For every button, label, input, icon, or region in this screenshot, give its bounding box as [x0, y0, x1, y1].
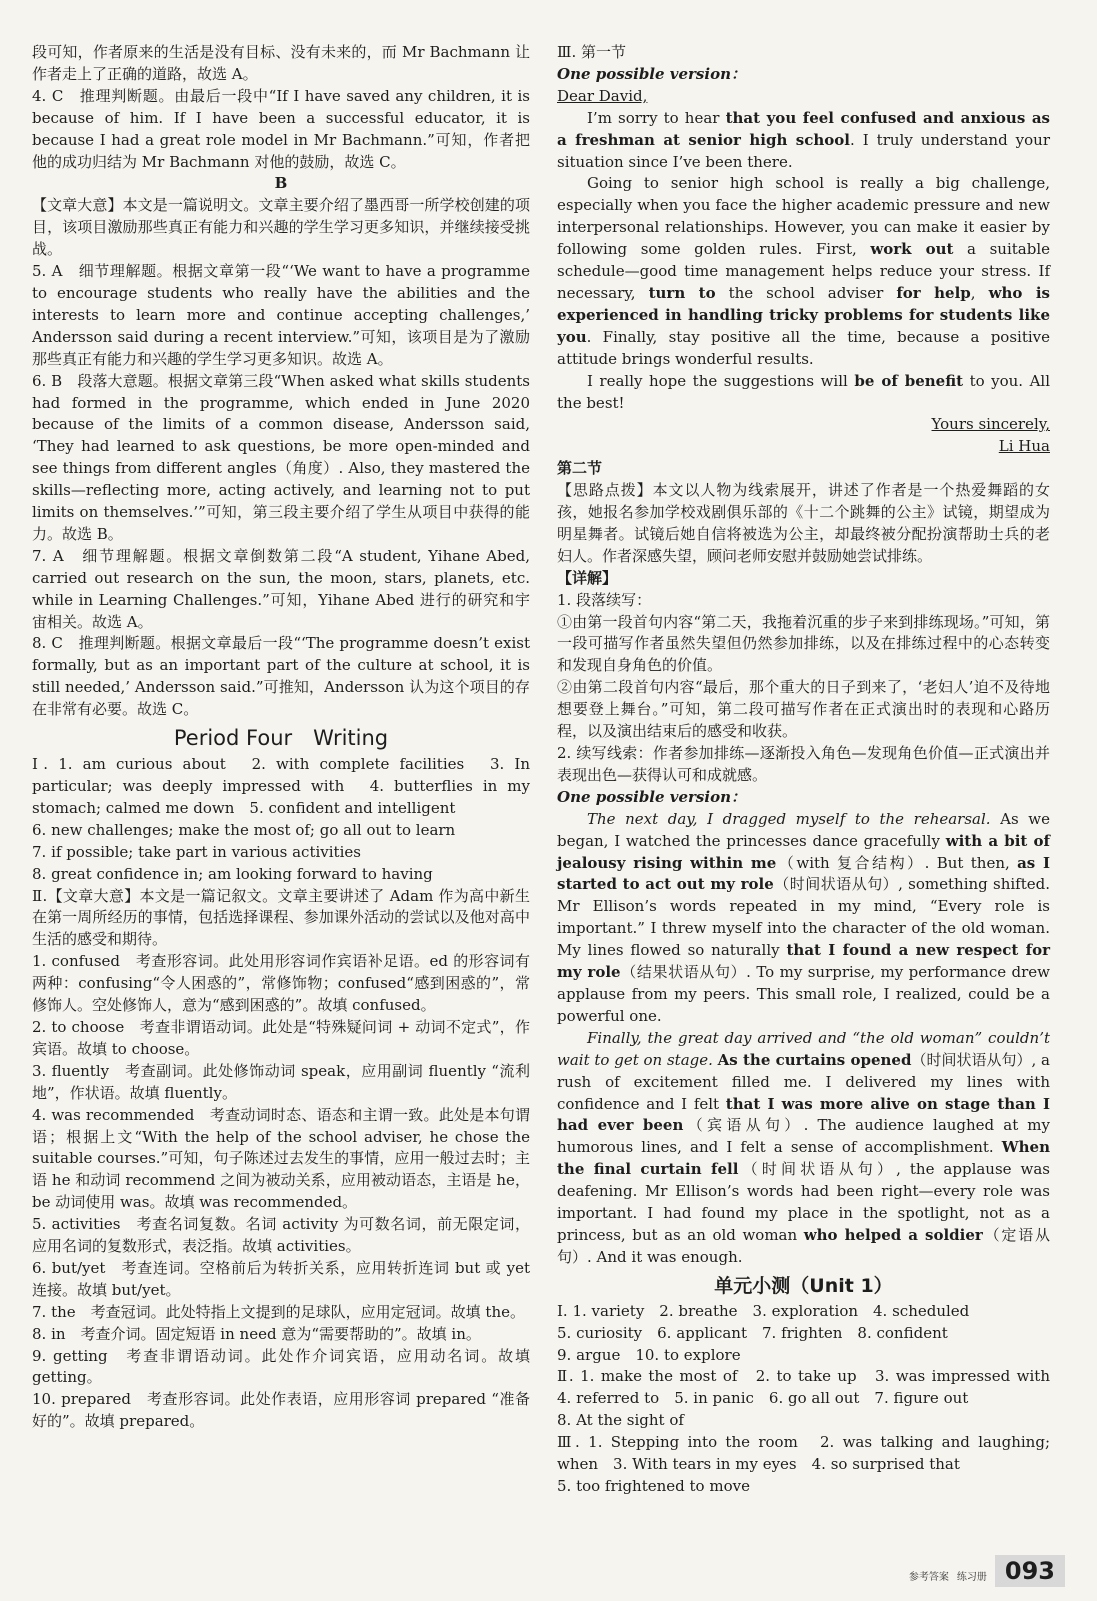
page-number: 093: [995, 1555, 1065, 1587]
detail-item-1: 1. 段落续写：: [557, 590, 652, 609]
grammar-answer-7: 7. the 考查冠词。此处特指上文提到的足球队，应用定冠词。故填 the。: [32, 1302, 525, 1321]
grammar-answer-4: 4. was recommended 考查动词时态、语态和主谓一致。此处是本句谓语；根据上文“With the help of the school adviser, he chose the suitable courses.”可知，句子陈述过去发生的事情，应用一般过去时；主语 he 和动词 recommend 之间为被动关系，应用被动语态，主语是 he，be 动词使用 was。故填 was recommended。: [32, 1105, 530, 1212]
unit-answer-1: Ⅰ. 1. variety 2. breathe 3. exploration 4. scheduled: [557, 1301, 970, 1320]
unit-answer-5: 8. At the sight of: [557, 1411, 684, 1430]
salutation-text: Dear David,: [557, 86, 648, 105]
writing-answer-8: 8. great confidence in; am looking forward to having: [32, 864, 433, 883]
period-title: Period Four Writing: [173, 726, 389, 751]
summary-b: 【文章大意】本文是一篇说明文。文章主要介绍了墨西哥一所学校创建的项目，该项目激励那些真正有能力和兴趣的学生学习更多知识，并继续接受挑战。: [32, 196, 530, 259]
answer-item-6: 6. B 段落大意题。根据文章第三段“When asked what skills students had formed in the programme, which ended in June 2020 because of the limits of a common disease, Andersson said, ‘They had learned to ask questions, be more open-minded and see things from different angles（角度）. Also, they mastered the skills—reflecting more, acting actively, and learning not to put limits on themselves.’”可知，第三段主要介绍了学生从项目中获得的能力。故选 B。: [32, 371, 530, 543]
answer-item-8: 8. C 推理判断题。根据文章最后一段“‘The programme doesn’t exist formally, but as an important part of the culture at school, it is still needed,’ Andersson said.”可推知，Andersson 认为这个项目的存在非常有必要。故选 C。: [32, 634, 530, 719]
detail-item-2: ①由第一段首句内容“第二天，我拖着沉重的步子来到排练现场。”可知，第一段可描写作者虽然失望但仍然参加排练，以及在排练过程中的心态转变和发现自身角色的价值。: [557, 612, 1050, 675]
unit-answer-7: 5. too frightened to move: [557, 1477, 750, 1495]
writing-answer-6: 6. new challenges; make the most of; go all out to learn: [32, 820, 456, 839]
letter-paragraph-1: I’m sorry to hear that you feel confused and anxious as a freshman at senior high school. I truly understand your situation since I’ve been there.: [557, 108, 1050, 171]
detail-heading: 【详解】: [557, 568, 618, 587]
answer-item-7: 7. A 细节理解题。根据文章倒数第二段“A student, Yihane Abed, carried out research on the sun, the moon, stars, planets, etc. while in Learning Challenges.”可知，Yihane Abed 进行的研究和宇宙相关。故选 A。: [32, 546, 530, 631]
letter-paragraph-3: I really hope the suggestions will be of benefit to you. All the best!: [557, 371, 1050, 412]
guide-paragraph: 【思路点拨】本文以人物为线索展开，讲述了作者是一个热爱舞蹈的女孩，她报名参加学校戏剧俱乐部的《十二个跳舞的公主》试镜，期望成为明星舞者。试镜后她自信将被选为公主，却最终被分配扮演帮助士兵的老妇人。作者深感失望，顾问老师安慰并鼓励她尝试排练。: [557, 481, 1050, 565]
letter-salutation: [557, 86, 1050, 108]
unit-test-title: 单元小测（Unit 1）: [714, 1274, 893, 1297]
section-iii-heading: Ⅲ. 第一节: [557, 43, 627, 61]
version-label-2: One possible version：: [557, 787, 746, 806]
grammar-answer-8: 8. in 考查介词。固定短语 in need 意为“需要帮助的”。故填 in。: [32, 1324, 481, 1343]
unit-answer-6: Ⅲ. 1. Stepping into the room 2. was talking and laughing; when 3. With tears in my eyes 4. so surprised that: [557, 1433, 1050, 1474]
grammar-answer-5: 5. activities 考查名词复数。名词 activity 为可数名词，前无限定词，应用名词的复数形式，表泛指。故填 activities。: [32, 1215, 530, 1256]
page-footer: [909, 1555, 1065, 1587]
story-paragraph-1: The next day, I dragged myself to the rehearsal. As we began, I watched the princesses dance gracefully with a bit of jealousy rising within me（with 复合结构）. But then, as I started to act out my role（时间状语从句）, something shifted. Mr Ellison’s words repeated in my mind, “Every role is important.” I threw myself into the character of the old woman. My lines flowed so naturally that I found a new respect for my role（结果状语从句）. To my surprise, my performance drew applause from my peers. This small role, I realized, could be a powerful one.: [557, 809, 1051, 1025]
writing-answer-1: Ⅰ. 1. am curious about 2. with complete facilities 3. In particular; was deeply impressed with 4. butterflies in my stomach; calmed me down 5. confident and intelligent: [32, 755, 530, 817]
section-2-heading: 第二节: [557, 459, 603, 478]
section-b-heading: B: [274, 174, 288, 193]
unit-answer-4: Ⅱ. 1. make the most of 2. to take up 3. was impressed with 4. referred to 5. in panic 6. go all out 7. figure out: [557, 1367, 1066, 1408]
letter-signature: Li Hua: [998, 437, 1050, 456]
grammar-answer-6: 6. but/yet 考查连词。空格前后为转折关系，应用转折连词 but 或 yet 连接。故填 but/yet。: [32, 1258, 530, 1299]
detail-item-4: 2. 续写线索：作者参加排练—逐渐投入角色—发现角色价值—正式演出并表现出色—获得认可和成就感。: [557, 744, 1050, 784]
grammar-answer-10: 10. prepared 考查形容词。此处作表语，应用形容词 prepared “准备好的”。故填 prepared。: [32, 1390, 530, 1431]
writing-answer-7: 7. if possible; take part in various activities: [32, 842, 361, 861]
story-paragraph-2: Finally, the great day arrived and “the old woman” couldn’t wait to get on stage. As the curtains opened（时间状语从句）, a rush of excitement filled me. I delivered my lines with confidence and I felt that I was more alive on stage than I had ever been（宾语从句）. The audience laughed at my humorous lines, and I felt a sense of accomplishment. When the final curtain fell（时间状语从句）, the applause was deafening. Mr Ellison’s words had been right—every role was important. I had found my place in the spotlight, not as a princess, but as an old woman who helped a soldier（定语从句）. And it was enough.: [557, 1028, 1051, 1266]
detail-item-3: ②由第二段首句内容“最后，那个重大的日子到来了，‘老妇人’迫不及待地想要登上舞台。”可知，第二段可描写作者在正式演出时的表现和心路历程，以及演出结束后的感受和收获。: [557, 678, 1050, 741]
grammar-answer-9: 9. getting 考查非谓语动词。此处作介词宾语，应用动名词。故填 getting。: [32, 1346, 530, 1387]
unit-answer-3: 9. argue 10. to explore: [557, 1345, 741, 1364]
footer-label-workbook: 练习册: [956, 1572, 987, 1583]
letter-closing: Yours sincerely,: [931, 415, 1050, 434]
grammar-answer-3: 3. fluently 考查副词。此处修饰动词 speak，应用副词 fluently “流利地”，作状语。故填 fluently。: [32, 1061, 530, 1102]
answer-paragraph: 段可知，作者原来的生活是没有目标、没有未来的，而 Mr Bachmann 让作者走上了正确的道路，故选 A。: [32, 43, 530, 83]
footer-label-answers: 参考答案: [908, 1572, 949, 1583]
answer-item-5: 5. A 细节理解题。根据文章第一段“‘We want to have a programme to encourage students who really have the abilities and the interests to learn more and continue accepting challenges,’ Andersson said during a recent interview.”可知，该项目是为了激励那些真正有能力和兴趣的学生学习更多知识。故选 A。: [32, 262, 530, 368]
version-label: One possible version：: [557, 64, 746, 83]
left-column: [32, 42, 530, 1433]
summary-ii: Ⅱ.【文章大意】本文是一篇记叙文。文章主要讲述了 Adam 作为高中新生在第一周所经历的事情，包括选择课程、参加课外活动的尝试以及他对高中生活的感受和期待。: [32, 886, 530, 949]
right-column: [557, 42, 1066, 1498]
answer-item-4: 4. C 推理判断题。由最后一段中“If I have saved any children, it is because of him. If I have been a successful educator, it is because I had a great role model in Mr Bachmann.”可知，作者把他的成功归结为 Mr Bachmann 对他的鼓励，故选 C。: [32, 86, 530, 171]
letter-paragraph-2: Going to senior high school is really a big challenge, especially when you face the higher academic pressure and new interpersonal relationships. However, you can make it easier by following some golden rules. First, work out a suitable schedule—good time management helps reduce your stress. If necessary, turn to the school adviser for help, who is experienced in handling tricky problems for students like you. Finally, stay positive all the time, because a positive attitude brings wonderful results.: [557, 174, 1050, 368]
grammar-answer-2: 2. to choose 考查非谓语动词。此处是“特殊疑问词 + 动词不定式”，作宾语。故填 to choose。: [32, 1017, 530, 1058]
grammar-answer-1: 1. confused 考查形容词。此处用形容词作宾语补足语。ed 的形容词有两种：confusing“令人困惑的”，常修饰物；confused“感到困惑的”，常修饰人。空处修饰人，意为“感到困惑的”。故填 confused。: [32, 952, 530, 1015]
unit-answer-2: 5. curiosity 6. applicant 7. frighten 8. confident: [557, 1323, 948, 1342]
